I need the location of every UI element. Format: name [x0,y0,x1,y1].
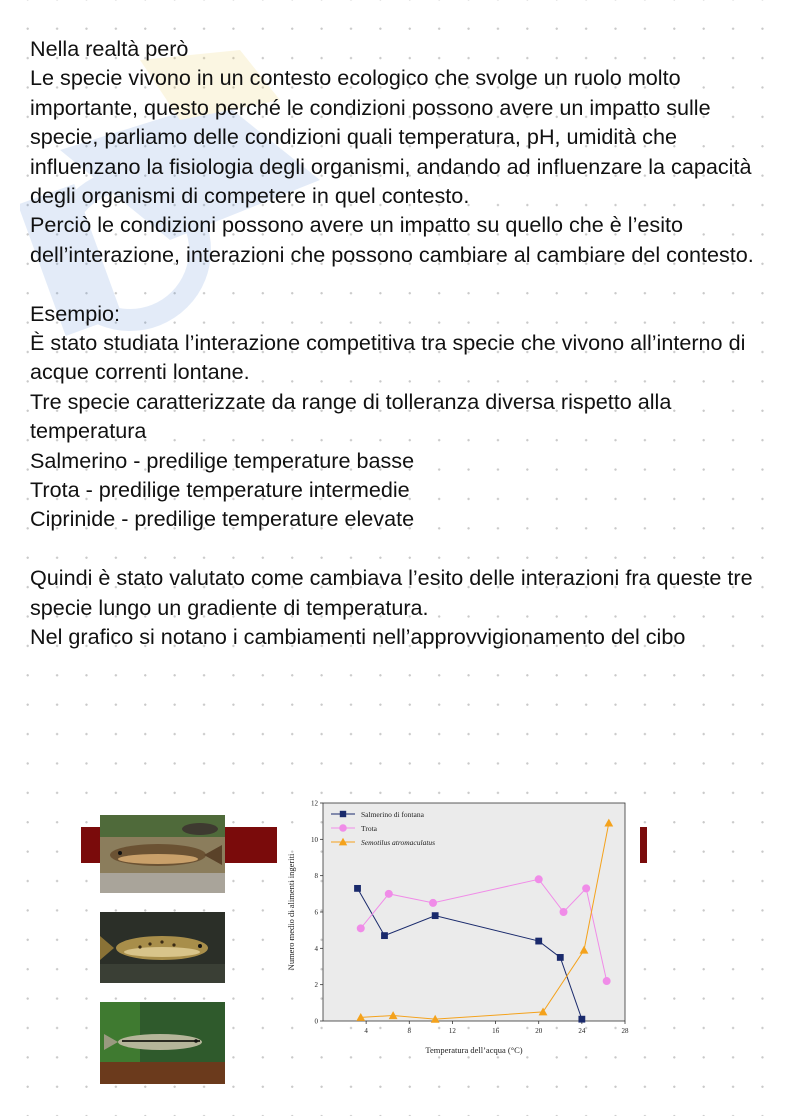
document-text [30,34,760,652]
paragraph-7: Salmerino - predilige temperature basse [30,447,415,473]
x-tick-label: 8 [407,1027,412,1035]
trota-point [339,824,347,832]
chart-food-intake [285,795,635,1065]
y-tick-label: 6 [314,908,318,917]
semotilus-legend-label: Semotilus atromaculatus [361,838,436,847]
trota-point [429,899,437,907]
paragraph-5: È stato studiata l’interazione competitiva tra specie che vivono all’interno di acque correnti lontane. [30,330,746,385]
paragraph-1: Nella realtà però [30,36,189,61]
trota-point [582,884,590,892]
chart-svg [285,795,635,1065]
trota-point [603,977,611,985]
accent-bar-right [640,827,647,863]
x-tick-label: 12 [448,1027,456,1035]
paragraph-2: Le specie vivono in un contesto ecologico che svolge un ruolo molto importante, questo perché le condizioni possono avere un impatto sulle specie, parliamo delle condizioni quali temperatura, pH, umidità che influenzano la fisiologia degli organismi, andando ad influenzare la capacità degli organismi di competere in quel contesto. [30,65,752,209]
trota-point [357,924,365,932]
photo-salmerino [100,815,225,893]
y-tick-label: 2 [314,981,318,990]
x-tick-label: 20 [535,1027,543,1035]
salmerino-point [578,1016,585,1023]
salmerino-point [432,912,439,919]
plot-area [323,803,625,1021]
paragraph-4: Esempio: [30,300,121,326]
salmerino-legend-label: Salmerino di fontana [361,810,424,819]
photo-ciprinide [100,1002,225,1084]
paragraph-10: Quindi è stato valutato come cambiava l’esito delle interazioni fra queste tre specie lungo un gradiente di temperatura. [30,565,753,620]
salmerino-point [557,954,564,961]
salmerino-point [354,885,361,892]
y-tick-label: 8 [314,872,318,881]
x-tick-label: 24 [578,1027,586,1035]
trota-point [385,890,393,898]
y-tick-label: 4 [314,944,318,953]
salmerino-point [535,938,542,945]
x-tick-label: 4 [364,1027,368,1035]
photo-trota [100,912,225,983]
paragraph-6: Tre specie caratterizzate da range di tolleranza diversa rispetto alla temperatura [30,388,672,444]
trota-point [560,908,568,916]
salmerino-point [340,811,346,817]
y-tick-label: 12 [311,799,318,808]
y-tick-label: 10 [311,835,318,844]
paragraph-11: Nel grafico si notano i cambiamenti nell’approvvigionamento del cibo [30,624,686,650]
paragraph-3: Perciò le condizioni possono avere un impatto su quello che è l’esito dell’interazione, interazioni che possono cambiare al cambiare del contesto. [30,212,754,267]
paragraph-8: Trota - predilige temperature intermedie [30,477,410,503]
trota-legend-label: Trota [361,824,377,833]
y-axis-label: Numero medio di alimenti ingeriti [286,853,296,971]
salmerino-point [381,932,388,939]
y-tick-label: 0 [314,1017,318,1026]
x-tick-label: 28 [621,1027,629,1035]
x-tick-label: 16 [492,1027,500,1035]
paragraph-9: Ciprinide - predilige temperature elevate [30,506,415,532]
x-axis-label: Temperatura dell’acqua (°C) [425,1045,523,1055]
trota-point [535,875,543,883]
